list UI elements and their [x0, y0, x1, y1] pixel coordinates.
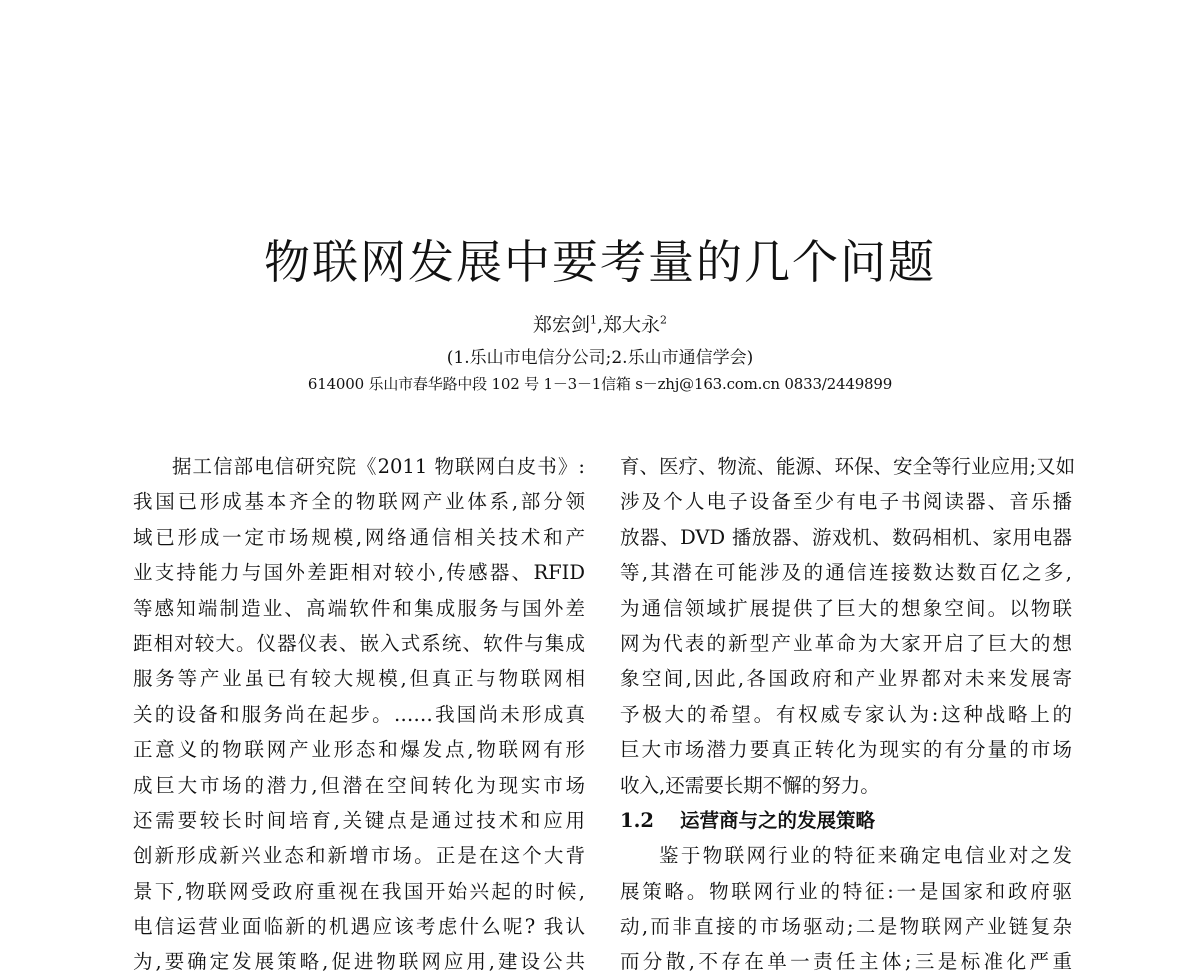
text-line: 成巨大市场的潜力,但潜在空间转化为现实市场 [133, 773, 585, 797]
text-line: 还需要较长时间培育,关键点是通过技术和应用 [133, 808, 585, 832]
author-name: 郑大永 [603, 314, 661, 336]
text-line: 网为代表的新型产业革命为大家开启了巨大的想 [620, 631, 1072, 655]
text-line: 动,而非直接的市场驱动;二是物联网产业链复杂 [620, 915, 1072, 939]
text-line: 育、医疗、物流、能源、环保、安全等行业应用;又如 [620, 455, 1076, 478]
text-line: 业支持能力与国外差距相对较小,传感器、RFID [133, 561, 585, 585]
text-line: 距相对较大。仪器仪表、嵌入式系统、软件与集成 [133, 631, 585, 655]
text-line: 等感知端制造业、高端软件和集成服务与国外差 [133, 596, 585, 620]
author-affiliation-mark: 2 [660, 313, 668, 327]
text-line: 域已形成一定市场规模,网络通信相关技术和产 [133, 525, 585, 549]
author-separator: , [596, 314, 604, 336]
text-line: 我国已形成基本齐全的物联网产业体系,部分领 [133, 490, 585, 514]
author-line [0, 310, 1200, 337]
text-line: 巨大市场潜力要真正转化为现实的有分量的市场 [620, 738, 1072, 762]
author-name: 郑宏剑 [532, 314, 590, 336]
text-line: 电信运营业面临新的机遇应该考虑什么呢? 我认 [133, 915, 585, 939]
text-line: 放器、DVD 播放器、游戏机、数码相机、家用电器 [620, 525, 1072, 549]
section-title: 运营商与之的发展策略 [680, 808, 876, 832]
text-line: 创新形成新兴业态和新增市场。正是在这个大背 [133, 844, 585, 868]
text-line: 收入,还需要长期不懈的努力。 [620, 773, 880, 797]
paper-title: 物联网发展中要考量的几个问题 [264, 235, 936, 289]
text-line: 而分散,不存在单一责任主体;三是标准化严重 [620, 950, 1072, 974]
address-line: 614000 乐山市春华路中段 102 号 1－3－1信箱 s－zhj@163.com.cn 0833/2449899 [307, 375, 893, 393]
text-line: 关的设备和服务尚在起步。……我国尚未形成真 [133, 702, 585, 726]
text-line: 景下,物联网受政府重视在我国开始兴起的时候, [133, 879, 585, 903]
left-text-column [133, 449, 585, 980]
text-line: 为通信领域扩展提供了巨大的想象空间。以物联 [620, 596, 1072, 620]
affiliation-line: (1.乐山市电信分公司;2.乐山市通信学会) [446, 348, 754, 368]
text-line: 为,要确定发展策略,促进物联网应用,建设公共 [133, 950, 585, 974]
text-line: 据工信部电信研究院《2011 物联网白皮书》: [172, 455, 585, 478]
author-affiliation-mark: 1 [589, 313, 597, 327]
section-heading [620, 803, 1072, 838]
text-line: 展策略。物联网行业的特征:一是国家和政府驱 [620, 879, 1072, 903]
text-line: 等,其潜在可能涉及的通信连接数达数百亿之多, [620, 561, 1072, 585]
text-line: 予极大的希望。有权威专家认为:这种战略上的 [620, 702, 1072, 726]
right-text-column [620, 449, 1076, 980]
text-line: 涉及个人电子设备至少有电子书阅读器、音乐播 [620, 490, 1072, 514]
text-line: 服务等产业虽已有较大规模,但真正与物联网相 [133, 667, 585, 691]
text-line: 象空间,因此,各国政府和产业界都对未来发展寄 [620, 667, 1072, 691]
text-line: 鉴于物联网行业的特征来确定电信业对之发 [659, 844, 1072, 868]
section-number: 1.2 [620, 808, 654, 832]
text-line: 正意义的物联网产业形态和爆发点,物联网有形 [133, 738, 585, 762]
